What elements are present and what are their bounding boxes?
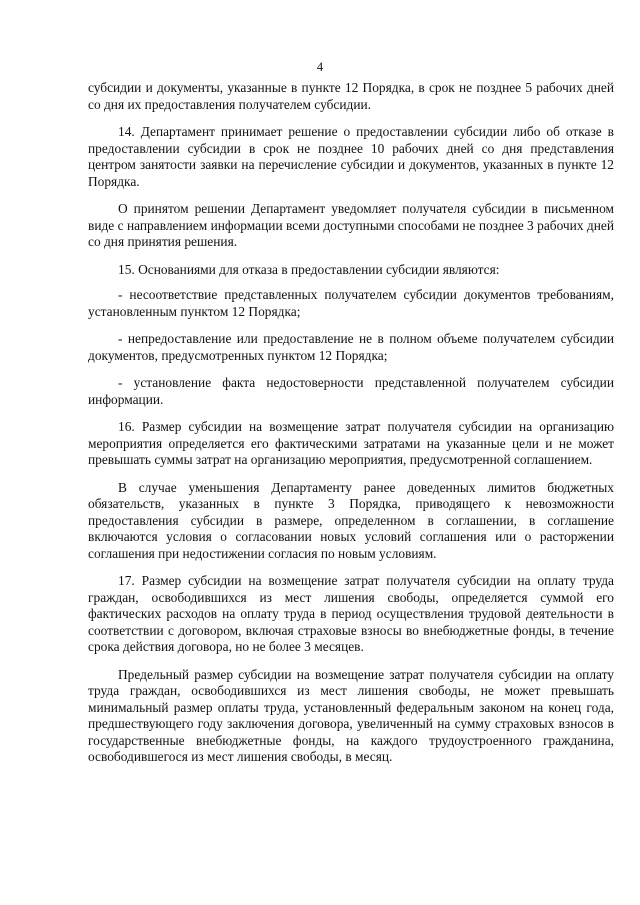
list-item-refusal-2: - непредоставление или предоставление не в полном объеме получателем субсидии документов, предусмотренных пунктом 12 Порядка;	[88, 331, 614, 363]
page-number: 4	[316, 60, 324, 74]
paragraph-item-16: 16. Размер субсидии на возмещение затрат получателя субсидии на организацию мероприятия определяется его фактическими затратами на указанные цели и не может превышать суммы затрат на организацию мероприятия, предусмотренной соглашением.	[88, 419, 614, 467]
list-item-refusal-3: - установление факта недостоверности представленной получателем субсидии информации.	[88, 375, 614, 407]
paragraph-limits-reduction: В случае уменьшения Департаменту ранее доведенных лимитов бюджетных обязательств, указанных в пункте 3 Порядка, приводящего к невозможности предоставления субсидии в размере, определенном в соглашении, в соглашение включаются условия о согласовании новых условий соглашения или о расторжении соглашения при недостижении согласия по новым условиям.	[88, 479, 614, 561]
paragraph-maximum-subsidy: Предельный размер субсидии на возмещение затрат получателя субсидии на оплату труда граждан, освободившихся из мест лишения свободы, не может превышать минимальный размер оплаты труда, установленный федеральным законом на конец года, предшествующего году заключения договора, увеличенный на сумму страховых взносов в государственные внебюджетные фонды, на каждого трудоустроенного гражданина, освободившегося из мест лишения свободы, в месяц.	[88, 666, 614, 764]
paragraph-item-14: 14. Департамент принимает решение о предоставлении субсидии либо об отказе в предоставлении субсидии в срок не позднее 10 рабочих дней со дня представления центром занятости заявки на перечисление субсидии и документов, указанных в пункте 12 Порядка.	[88, 124, 614, 189]
paragraph-item-17: 17. Размер субсидии на возмещение затрат получателя субсидии на оплату труда граждан, освободившихся из мест лишения свободы, определяется суммой его фактических расходов на оплату труда в период осуществления трудовой деятельности в соответствии с договором, включая страховые взносы во внебюджетные фонды, в течение срока действия договора, но не более 3 месяцев.	[88, 573, 614, 654]
paragraph-continuation: субсидии и документы, указанные в пункте 12 Порядка, в срок не позднее 5 рабочих дней со дня их предоставления получателем субсидии.	[88, 80, 614, 112]
paragraph-item-15: 15. Основаниями для отказа в предоставлении субсидии являются:	[118, 261, 500, 277]
list-item-refusal-1: - несоответствие представленных получателем субсидии документов требованиям, установленным пунктом 12 Порядка;	[88, 287, 614, 319]
paragraph-notification: О принятом решении Департамент уведомляет получателя субсидии в письменном виде с направлением информации всеми доступными способами не позднее 3 рабочих дней со дня принятия решения.	[88, 201, 614, 249]
document-body	[88, 80, 614, 777]
